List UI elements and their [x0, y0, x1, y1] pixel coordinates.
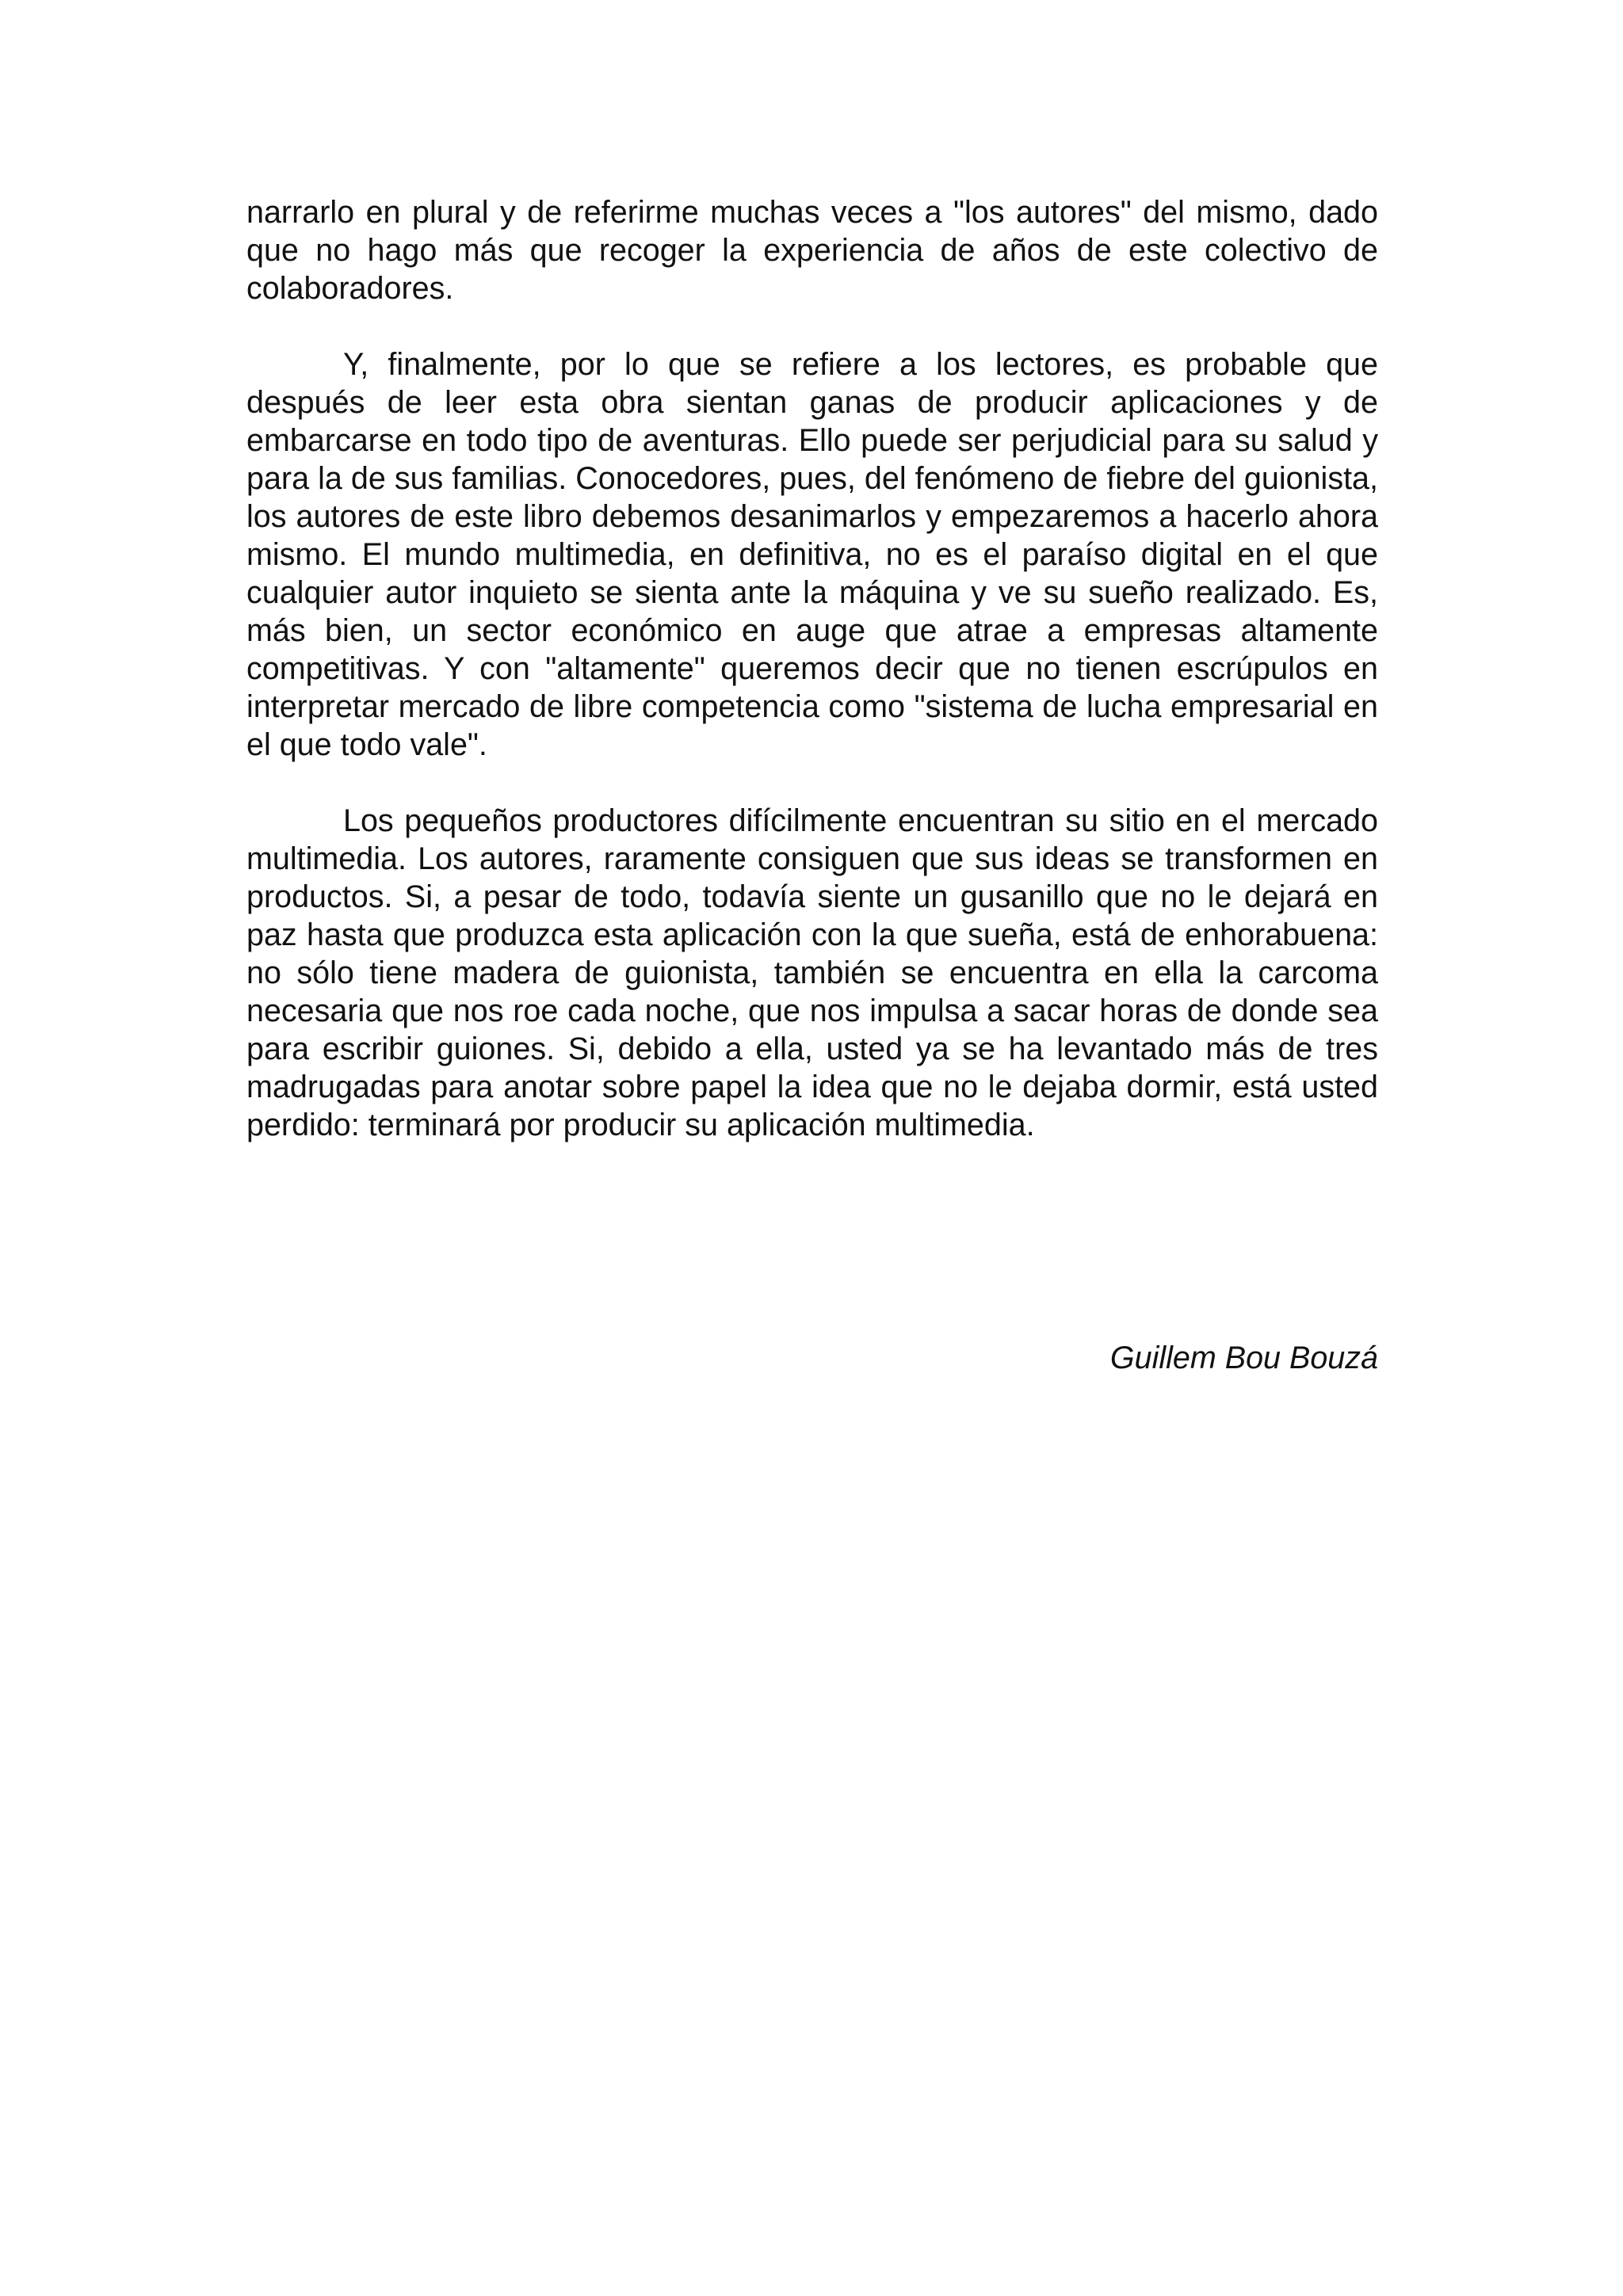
paragraph-continuation: narrarlo en plural y de referirme muchas veces a "los autores" del mismo, dado que no hago más que recoger la experiencia de años de este colectivo de colaboradores.	[246, 195, 1378, 306]
body-text	[246, 193, 1378, 1182]
paragraph-readers: Y, finalmente, por lo que se refiere a los lectores, es probable que después de leer esta obra sientan ganas de producir aplicaciones y de embarcarse en todo tipo de aventuras. Ello puede ser perjudicial para su salud y para la de sus familias. Conocedores, pues, del fenómeno de fiebre del guionista, los autores de este libro debemos desanimarlos y empezaremos a hacerlo ahora mismo. El mundo multimedia, en definitiva, no es el paraíso digital en el que cualquier autor inquieto se sienta ante la máquina y ve su sueño realizado. Es, más bien, un sector económico en auge que atrae a empresas altamente competitivas. Y con "altamente" queremos decir que no tienen escrúpulos en interpretar mercado de libre competencia como "sistema de lucha empresarial en el que todo vale".	[246, 347, 1378, 762]
author-signature: Guillem Bou Bouzá	[1109, 1341, 1378, 1375]
paragraph-small-producers: Los pequeños productores difícilmente encuentran su sitio en el mercado multimedia. Los autores, raramente consiguen que sus ideas se transformen en productos. Si, a pesar de todo, todavía siente un gusanillo que no le dejará en paz hasta que produzca esta aplicación con la que sueña, está de enhorabuena: no sólo tiene madera de guionista, también se encuentra en ella la carcoma necesaria que nos roe cada noche, que nos impulsa a sacar horas de donde sea para escribir guiones. Si, debido a ella, usted ya se ha levantado más de tres madrugadas para anotar sobre papel la idea que no le dejaba dormir, está usted perdido: terminará por producir su aplicación multimedia.	[246, 803, 1378, 1142]
